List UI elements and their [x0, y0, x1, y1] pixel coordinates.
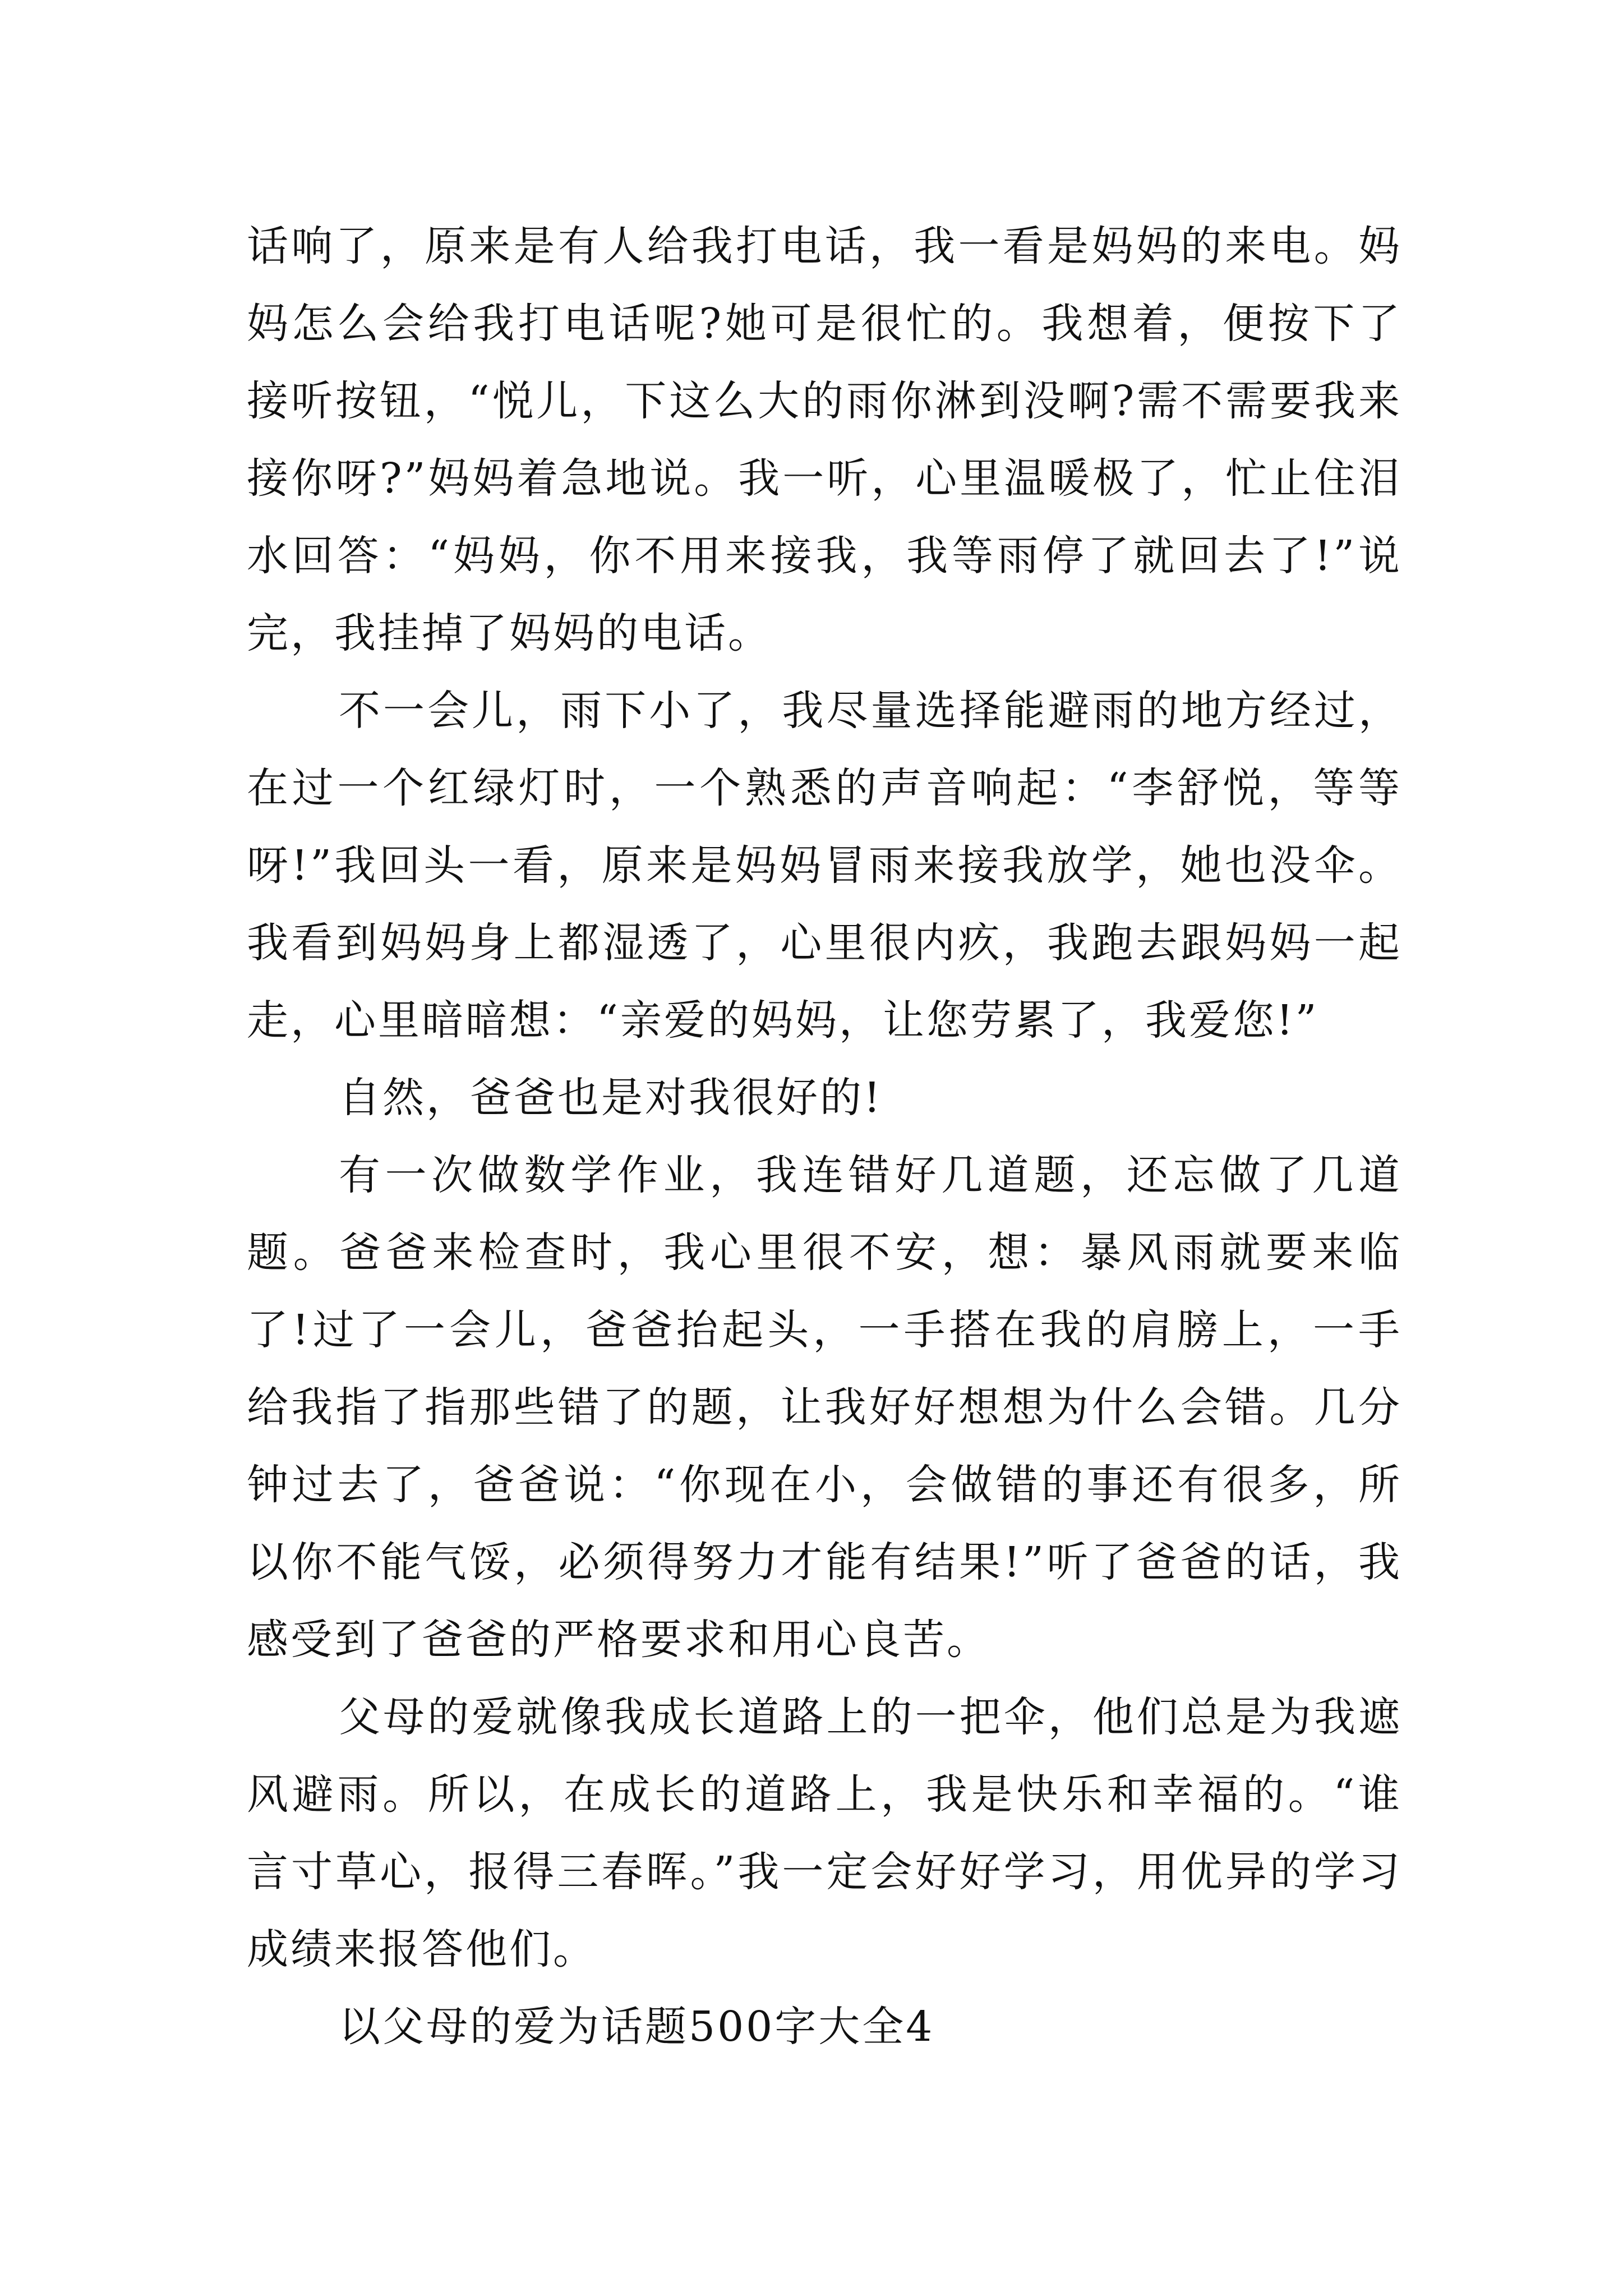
paragraph-3: 自然，爸爸也是对我很好的!: [339, 1074, 883, 1122]
paragraph-1: 话响了，原来是有人给我打电话，我一看是妈妈的来电。妈妈怎么会给我打电话呢?她可是很忙的。我想着，便按下了接听按钮，“悦儿，下这么大的雨你淋到没啊?需不需要我来接你呀?”妈妈着急地说。我一听，心里温暖极了，忙止住泪水回答：“妈妈，你不用来接我，我等雨停了就回去了!”说完，我挂掉了妈妈的电话。: [247, 222, 1402, 657]
paragraph-4: 有一次做数学作业，我连错好几道题，还忘做了几道题。爸爸来检查时，我心里很不安，想：暴风雨就要来临了!过了一会儿，爸爸抬起头，一手搭在我的肩膀上，一手给我指了指那些错了的题，让我好好想想为什么会错。几分钟过去了，爸爸说：“你现在小，会做错的事还有很多，所以你不能气馁，必须得努力才能有结果!”听了爸爸的话，我感受到了爸爸的严格要求和用心良苦。: [247, 1151, 1402, 1664]
paragraph-2: 不一会儿，雨下小了，我尽量选择能避雨的地方经过，在过一个红绿灯时，一个熟悉的声音响起：“李舒悦，等等呀!”我回头一看，原来是妈妈冒雨来接我放学，她也没伞。我看到妈妈身上都湿透了，心里很内疚，我跑去跟妈妈一起走，心里暗暗想：“亲爱的妈妈，让您劳累了，我爱您!”: [247, 687, 1402, 1045]
section-heading: 以父母的爱为话题500字大全4: [339, 2003, 935, 2051]
document-body: [247, 208, 1402, 2065]
paragraph-5: 父母的爱就像我成长道路上的一把伞，他们总是为我遮风避雨。所以，在成长的道路上，我是快乐和幸福的。“谁言寸草心，报得三春晖。”我一定会好好学习，用优异的学习成绩来报答他们。: [247, 1693, 1402, 1973]
